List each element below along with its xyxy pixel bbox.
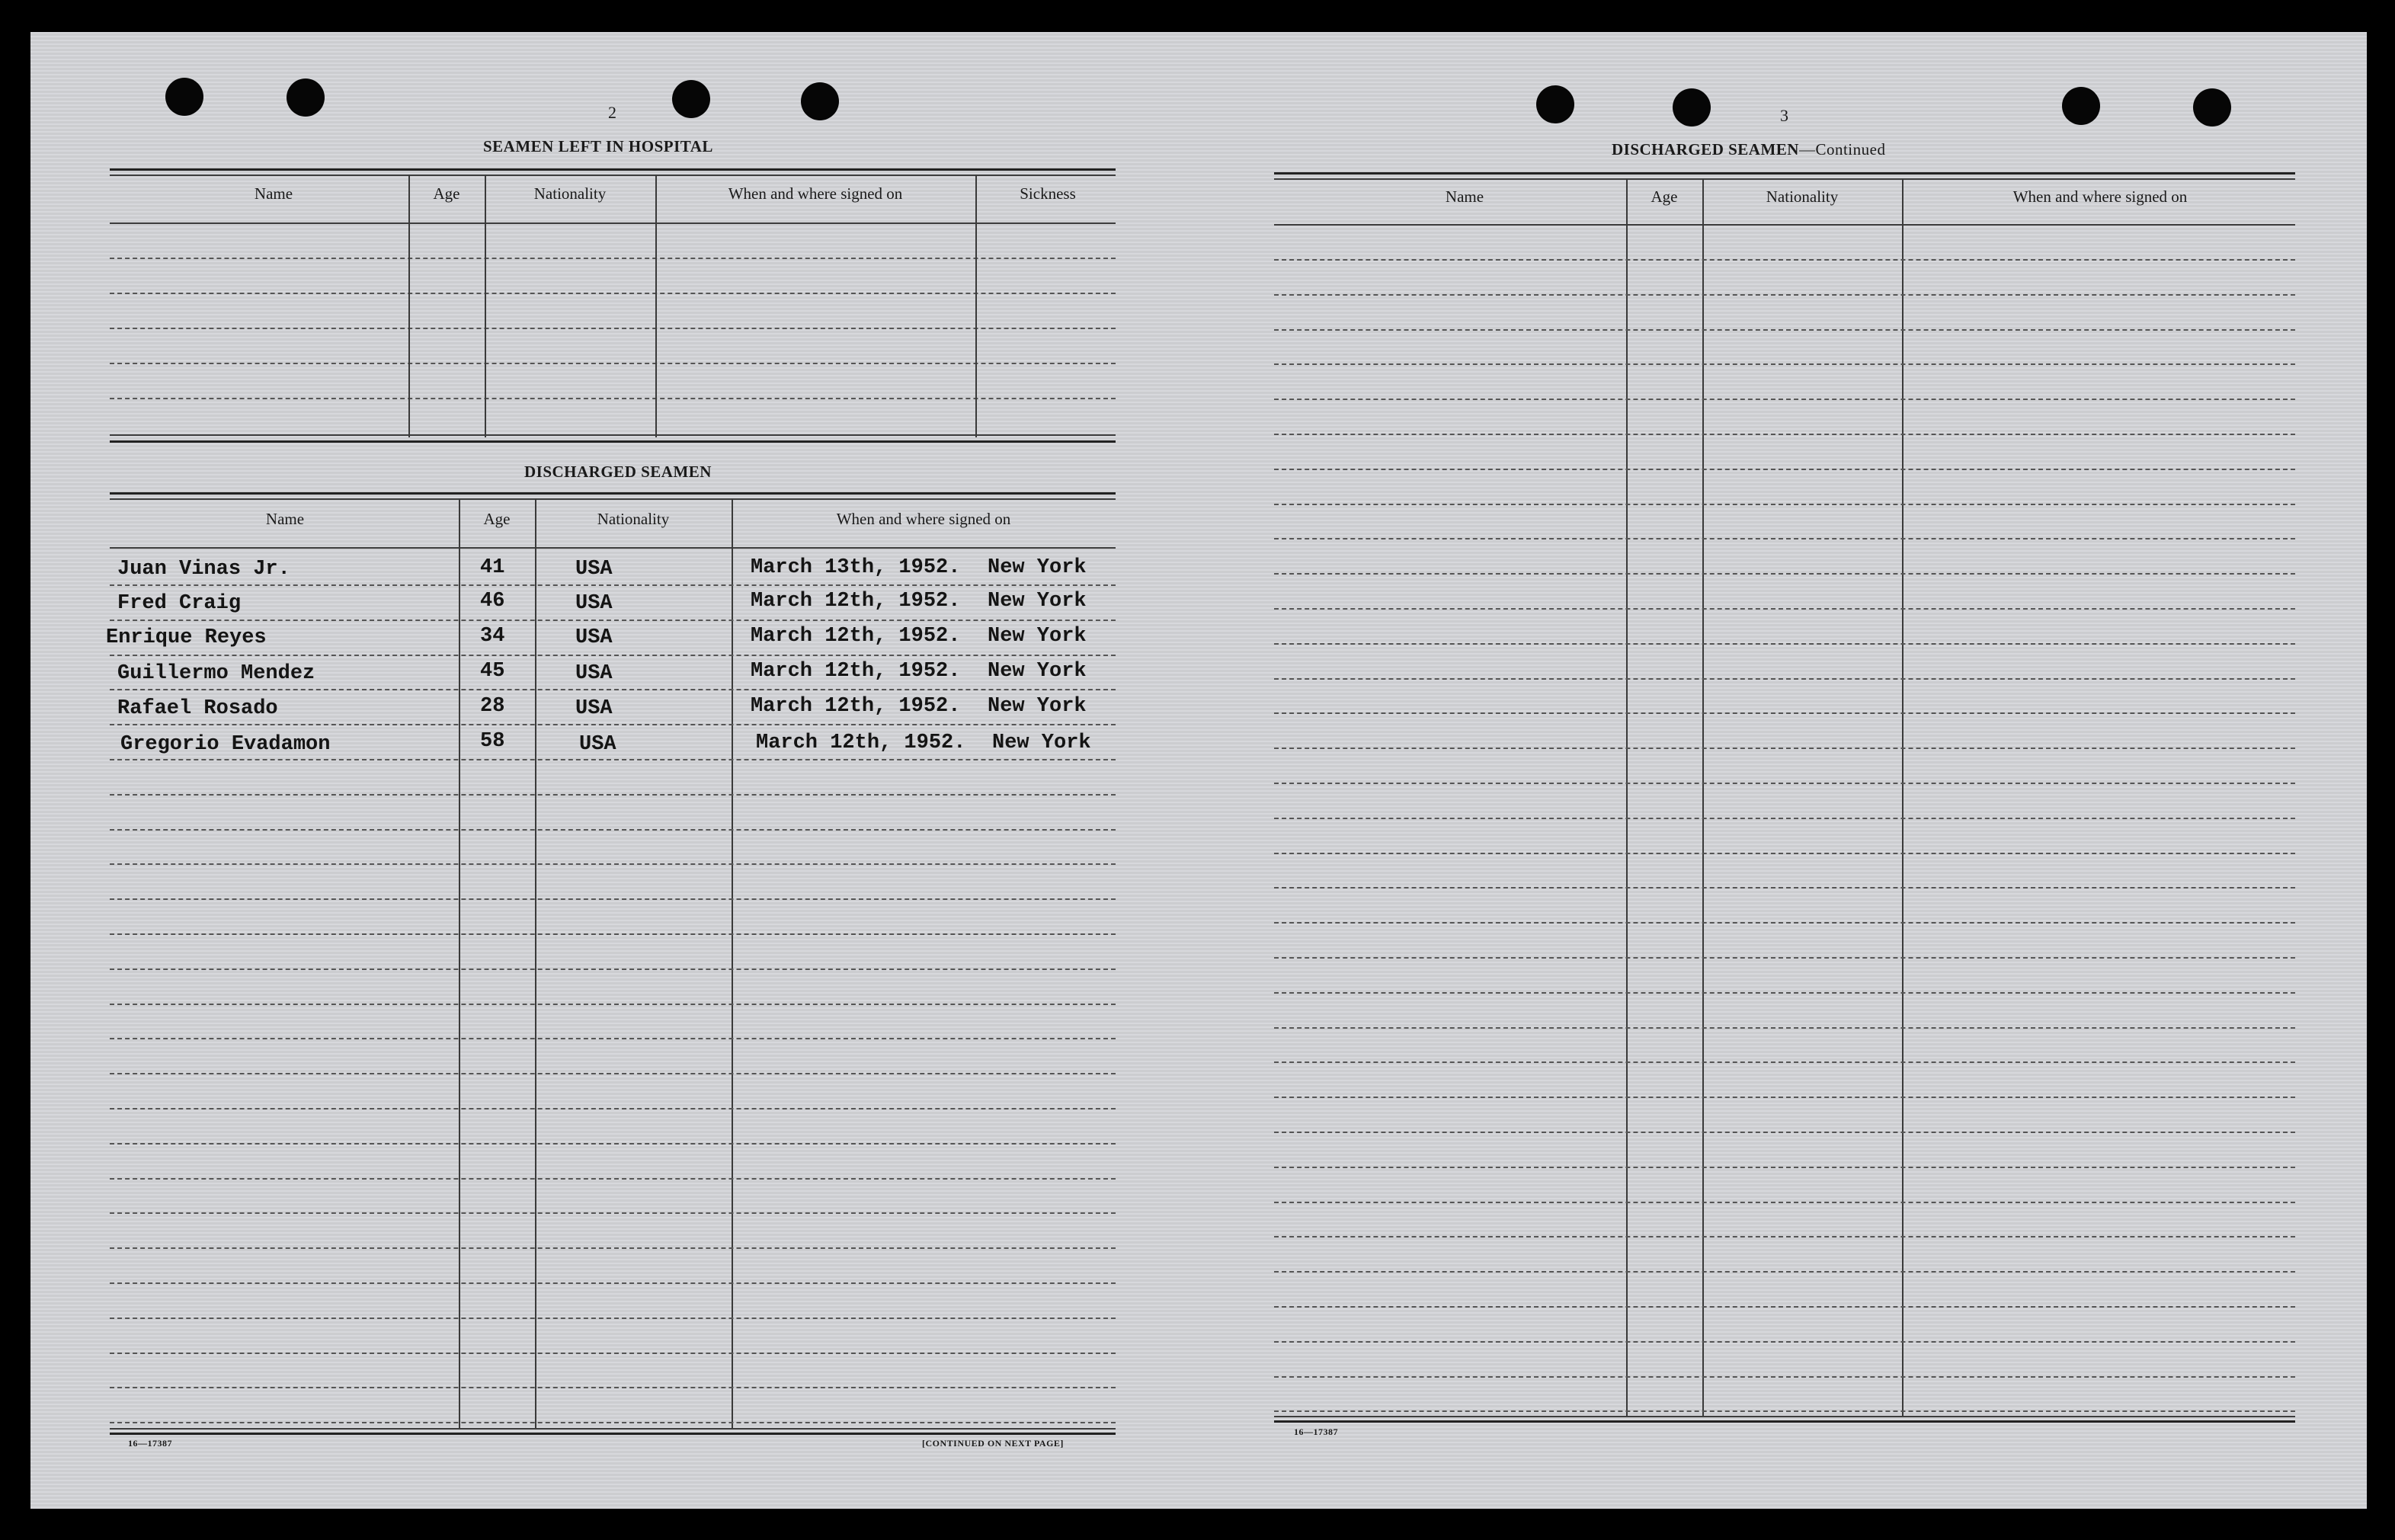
ruled-line (110, 1212, 1116, 1214)
signed-on-place: New York (988, 625, 1087, 648)
ruled-line (1274, 748, 2295, 749)
signed-on-date: March 12th, 1952. (751, 695, 961, 718)
right-table-title: DISCHARGED SEAMEN—Continued (1612, 140, 1886, 158)
signed-on-date: March 12th, 1952. (751, 660, 961, 683)
ruled-line (1274, 1271, 2295, 1273)
ruled-line (110, 1178, 1116, 1180)
signed-on-place: New York (988, 660, 1087, 683)
signed-on-place: New York (988, 695, 1087, 718)
ruled-line (1274, 504, 2295, 505)
ruled-line (1274, 818, 2295, 819)
ruled-line (110, 969, 1116, 970)
continued-label: —Continued (1798, 140, 1886, 158)
ruled-line (1274, 643, 2295, 645)
ruled-line (1274, 922, 2295, 924)
ruled-line (1274, 399, 2295, 400)
ruled-line (1274, 363, 2295, 365)
signed-on-date: March 12th, 1952. (751, 625, 961, 648)
ruled-line (110, 1422, 1116, 1423)
signed-on-date: March 12th, 1952. (756, 732, 966, 754)
ruled-line (110, 829, 1116, 831)
ruled-line (110, 655, 1116, 656)
seaman-nationality: USA (575, 558, 613, 581)
page-number: 2 (608, 103, 616, 122)
punch-hole (287, 78, 325, 117)
ledger-sheet (30, 32, 2367, 1509)
seaman-name: Gregorio Evadamon (120, 733, 331, 756)
ruled-line (110, 1282, 1116, 1284)
ruled-line (110, 620, 1116, 621)
seaman-nationality: USA (575, 626, 613, 649)
seaman-name: Fred Craig (117, 592, 242, 615)
seaman-nationality: USA (575, 662, 613, 685)
ruled-line (110, 724, 1116, 725)
hospital-col-age: Age (433, 184, 460, 203)
seaman-nationality: USA (579, 733, 616, 756)
ruled-line (1274, 1341, 2295, 1343)
ruled-line (1274, 1236, 2295, 1237)
ruled-line (1274, 469, 2295, 470)
ruled-line (1274, 434, 2295, 435)
ruled-line (1274, 1410, 2295, 1412)
ruled-line (110, 863, 1116, 865)
signed-on-date: March 12th, 1952. (751, 590, 961, 613)
right-col-name: Name (1445, 187, 1484, 206)
seaman-age: 45 (480, 660, 505, 683)
ruled-line (1274, 1027, 2295, 1029)
ruled-line (110, 1038, 1116, 1039)
hospital-col-sickness: Sickness (1020, 184, 1076, 203)
hospital-col-name: Name (254, 184, 293, 203)
ruled-line (1274, 887, 2295, 888)
seaman-name: Guillermo Mendez (117, 662, 315, 685)
punch-hole (672, 80, 710, 118)
ruled-line (110, 1143, 1116, 1145)
ruled-line (1274, 1097, 2295, 1098)
ruled-line (110, 1108, 1116, 1109)
ruled-line (1274, 1376, 2295, 1378)
seaman-nationality: USA (575, 697, 613, 720)
ruled-line (1274, 1306, 2295, 1308)
seaman-name: Rafael Rosado (117, 697, 278, 720)
seaman-age: 41 (480, 556, 505, 579)
punch-hole (165, 78, 203, 116)
ruled-line (1274, 573, 2295, 575)
right-col-nationality: Nationality (1766, 187, 1839, 206)
ruled-line (110, 898, 1116, 900)
hospital-col-nationality: Nationality (533, 184, 607, 203)
seaman-nationality: USA (575, 592, 613, 615)
punch-hole (2193, 88, 2231, 126)
ruled-line (1274, 1167, 2295, 1168)
ruled-line (110, 1353, 1116, 1354)
seaman-name: Enrique Reyes (106, 626, 267, 649)
seaman-age: 34 (480, 625, 505, 648)
seaman-age: 58 (480, 730, 505, 753)
hospital-col-signed-on: When and where signed on (728, 184, 903, 203)
ruled-line (110, 1317, 1116, 1319)
punch-hole (801, 82, 839, 120)
ruled-line (110, 794, 1116, 796)
page-number: 3 (1780, 106, 1788, 125)
form-number: 16—17387 (128, 1438, 172, 1449)
signed-on-date: March 13th, 1952. (751, 556, 961, 579)
ruled-line (110, 933, 1116, 935)
right-col-age: Age (1651, 187, 1678, 206)
seaman-age: 46 (480, 590, 505, 613)
ruled-line (1274, 608, 2295, 610)
form-number: 16—17387 (1294, 1426, 1338, 1437)
ruled-line (1274, 992, 2295, 994)
discharged-col-name: Name (265, 510, 305, 528)
ruled-line (110, 1247, 1116, 1249)
ruled-line (1274, 329, 2295, 331)
ruled-line (110, 1073, 1116, 1074)
ruled-line (1274, 712, 2295, 714)
ruled-line (110, 759, 1116, 760)
ruled-line (1274, 957, 2295, 959)
ruled-line (1274, 1132, 2295, 1133)
ruled-line (110, 1004, 1116, 1005)
signed-on-place: New York (988, 556, 1087, 579)
hospital-table-title: SEAMEN LEFT IN HOSPITAL (483, 137, 713, 155)
ruled-line (1274, 783, 2295, 784)
seaman-age: 28 (480, 695, 505, 718)
ruled-line (1274, 259, 2295, 261)
punch-hole (1673, 88, 1711, 126)
ruled-line (110, 1387, 1116, 1388)
ruled-line (1274, 678, 2295, 680)
ruled-line (110, 584, 1116, 586)
discharged-table-title: DISCHARGED SEAMEN (524, 463, 712, 481)
ruled-line (1274, 294, 2295, 296)
discharged-col-signed-on: When and where signed on (836, 510, 1011, 528)
ruled-line (110, 689, 1116, 690)
punch-hole (1536, 85, 1574, 123)
ruled-line (1274, 1202, 2295, 1203)
ruled-line (1274, 853, 2295, 854)
continued-note: [CONTINUED ON NEXT PAGE] (922, 1438, 1064, 1449)
discharged-col-age: Age (483, 510, 511, 528)
right-col-signed-on: When and where signed on (2012, 187, 2188, 206)
punch-hole (2062, 87, 2100, 125)
signed-on-place: New York (992, 732, 1091, 754)
ruled-line (1274, 538, 2295, 539)
seaman-name: Juan Vinas Jr. (117, 558, 290, 581)
ruled-line (1274, 1061, 2295, 1063)
signed-on-place: New York (988, 590, 1087, 613)
discharged-col-nationality: Nationality (597, 510, 670, 528)
